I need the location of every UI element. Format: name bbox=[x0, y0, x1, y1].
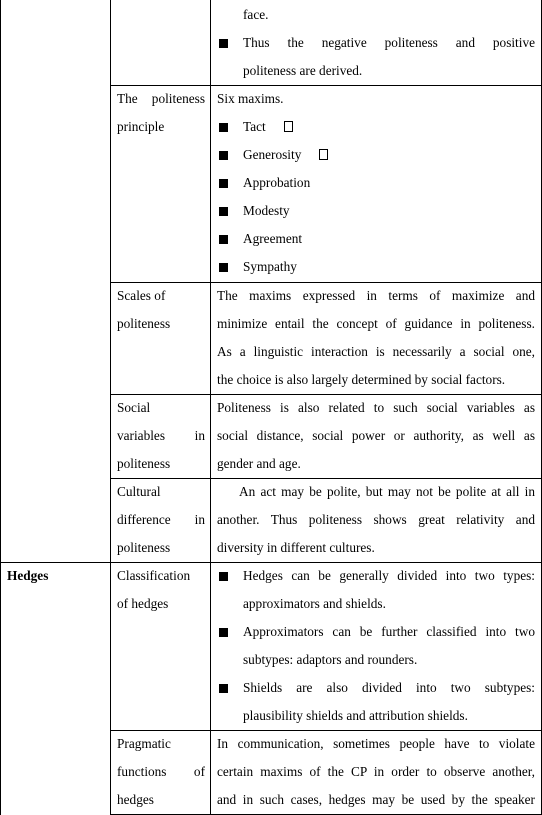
classification-label bbox=[117, 562, 205, 618]
square-bullet-icon bbox=[219, 207, 228, 216]
table-col-divider-1 bbox=[110, 0, 111, 815]
text-line: politeness bbox=[117, 540, 171, 555]
maxim-item: Approbation bbox=[217, 169, 535, 197]
text-line: In communication, sometimes people have to violate bbox=[217, 736, 535, 751]
text-line: another. Thus politeness shows great relativity and bbox=[217, 512, 535, 527]
text-line: As a linguistic interaction is necessarily a social one, bbox=[217, 344, 535, 359]
text-line: difference in bbox=[117, 512, 205, 527]
square-bullet-icon bbox=[219, 628, 228, 637]
square-bullet-icon bbox=[219, 151, 228, 160]
text-line: politeness are derived. bbox=[243, 63, 363, 78]
politeness-principle-label bbox=[117, 85, 205, 141]
politeness-principle-content bbox=[217, 85, 535, 281]
placeholder-box-icon bbox=[284, 121, 293, 132]
text-line: functions of bbox=[117, 764, 205, 779]
scales-content bbox=[217, 282, 535, 394]
text-line: minimize entail the concept of guidance in politeness. bbox=[217, 316, 535, 331]
cultural-difference-label bbox=[117, 478, 205, 562]
pragmatic-functions-content bbox=[217, 730, 535, 814]
top-content-cell bbox=[217, 1, 535, 85]
square-bullet-icon bbox=[219, 684, 228, 693]
text-line: Social bbox=[117, 400, 151, 415]
text-line: variables in bbox=[117, 428, 205, 443]
bullet-item bbox=[217, 618, 535, 646]
text-line: Approximators can be further classified into two bbox=[243, 624, 535, 639]
text-line: approximators and shields. bbox=[243, 596, 386, 611]
hedges-section-title: Hedges bbox=[7, 568, 49, 583]
text-line: hedges bbox=[117, 792, 154, 807]
text-line: the choice is also largely determined by social factors. bbox=[217, 372, 506, 387]
text-line: social distance, social power or authority, as well as bbox=[217, 428, 535, 443]
table-border-left bbox=[0, 0, 1, 815]
maxim-item: Modesty bbox=[217, 197, 535, 225]
maxim-item: Agreement bbox=[217, 225, 535, 253]
text-line: Cultural bbox=[117, 484, 161, 499]
text-line: certain maxims of the CP in order to observe another, bbox=[217, 764, 535, 779]
text-line: Shields are also divided into two subtypes: bbox=[243, 680, 535, 695]
text-line: Six maxims. bbox=[217, 91, 284, 106]
text-line: diversity in different cultures. bbox=[217, 540, 375, 555]
square-bullet-icon bbox=[219, 235, 228, 244]
text-line: Pragmatic bbox=[117, 736, 171, 751]
bullet-item bbox=[217, 674, 535, 702]
cultural-difference-content bbox=[217, 478, 535, 562]
maxim-item: Tact bbox=[217, 113, 535, 141]
text-line: Politeness is also related to such social variables as bbox=[217, 400, 535, 415]
text-line: politeness bbox=[117, 316, 171, 331]
text-line: An act may be polite, but may not be polite at all in bbox=[239, 484, 535, 499]
square-bullet-icon bbox=[219, 572, 228, 581]
text-line: politeness bbox=[117, 456, 171, 471]
pragmatic-functions-label bbox=[117, 730, 205, 814]
maxim-item: Generosity bbox=[217, 141, 535, 169]
square-bullet-icon bbox=[219, 123, 228, 132]
text-line: gender and age. bbox=[217, 456, 301, 471]
text-line: Thus the negative politeness and positive bbox=[243, 35, 535, 50]
text-line: The maxims expressed in terms of maximize and bbox=[217, 288, 535, 303]
text-line: principle bbox=[117, 119, 165, 134]
social-variables-label bbox=[117, 394, 205, 478]
square-bullet-icon bbox=[219, 39, 228, 48]
text-line: The politeness bbox=[117, 91, 205, 106]
text-line: Classification bbox=[117, 568, 191, 583]
text-line: subtypes: adaptors and rounders. bbox=[243, 652, 418, 667]
scales-label bbox=[117, 282, 205, 338]
square-bullet-icon bbox=[219, 179, 228, 188]
maxim-item: Sympathy bbox=[217, 253, 535, 281]
text-line: face. bbox=[243, 7, 269, 22]
placeholder-box-icon bbox=[319, 149, 328, 160]
text-line: Scales of bbox=[117, 288, 166, 303]
social-variables-content bbox=[217, 394, 535, 478]
square-bullet-icon bbox=[219, 263, 228, 272]
bullet-item bbox=[217, 29, 535, 57]
classification-content bbox=[217, 562, 535, 730]
text-line: plausibility shields and attribution shields. bbox=[243, 708, 468, 723]
text-line: and in such cases, hedges may be used by the speaker bbox=[217, 792, 535, 807]
table-col-divider-2 bbox=[210, 0, 211, 815]
bullet-item bbox=[217, 562, 535, 590]
text-line: of hedges bbox=[117, 596, 169, 611]
text-line: Hedges can be generally divided into two types: bbox=[243, 568, 535, 583]
